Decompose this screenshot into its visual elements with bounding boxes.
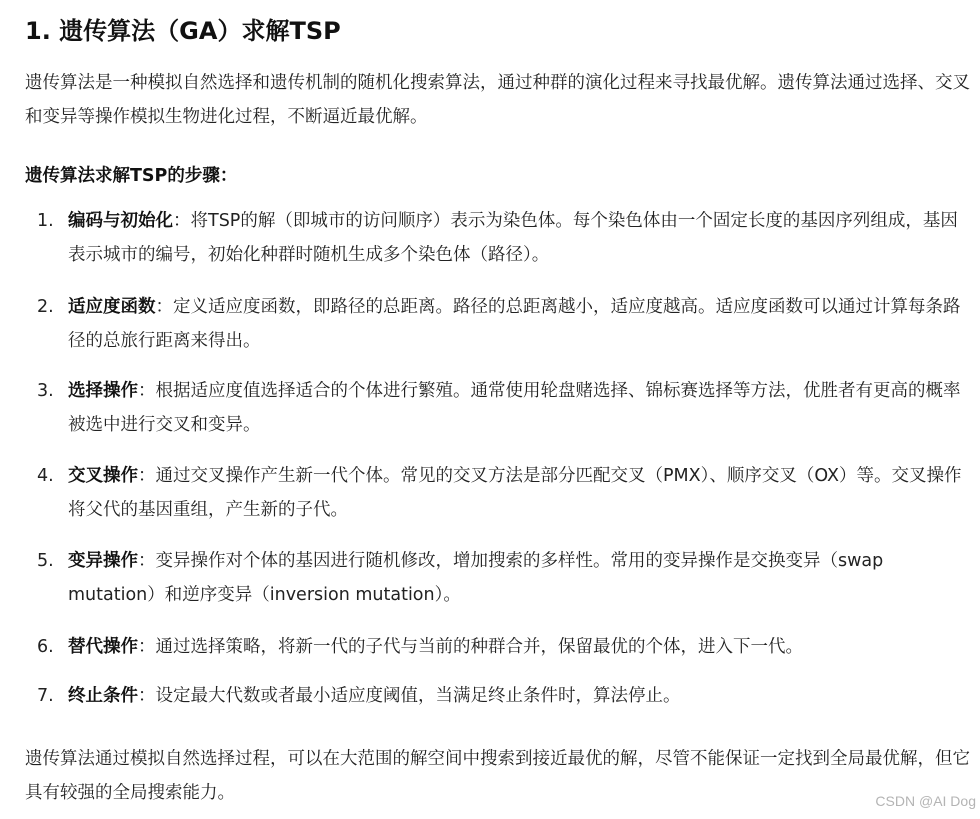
summary-paragraph: 遗传算法通过模拟自然选择过程，可以在大范围的解空间中搜索到接近最优的解，尽管不能保证一定找到全局最优解，但它具有较强的全局搜索能力。 [25, 749, 970, 803]
step-text: ：根据适应度值选择适合的个体进行繁殖。通常使用轮盘赌选择、锦标赛选择等方法，优胜者有更高的概率被选中进行交叉和变异。 [68, 381, 961, 435]
step-text: ：变异操作对个体的基因进行随机修改，增加搜索的多样性。常用的变异操作是交换变异（swap mutation）和逆序变异（inversion mutation）。 [68, 551, 884, 605]
watermark: CSDN @AI Dog [875, 793, 976, 809]
step-body [68, 679, 968, 713]
step-text: ：通过选择策略，将新一代的子代与当前的种群合并，保留最优的个体，进入下一代。 [138, 637, 803, 657]
step-body [68, 630, 968, 664]
step-number: 3. [37, 381, 54, 401]
step-term: 替代操作 [68, 637, 138, 657]
step-term: 交叉操作 [68, 466, 138, 486]
step-body [68, 204, 968, 272]
step-term: 编码与初始化 [68, 211, 173, 231]
step-text: ：通过交叉操作产生新一代个体。常见的交叉方法是部分匹配交叉（PMX）、顺序交叉（OX）等。交叉操作将父代的基因重组，产生新的子代。 [68, 466, 962, 520]
step-term: 选择操作 [68, 381, 138, 401]
step-number: 4. [37, 466, 54, 486]
step-body [68, 290, 968, 358]
step-text: ：定义适应度函数，即路径的总距离。路径的总距离越小，适应度越高。适应度函数可以通过计算每条路径的总旅行距离来得出。 [68, 297, 961, 351]
step-number: 7. [37, 686, 54, 706]
step-body [68, 374, 968, 442]
step-text: ：设定最大代数或者最小适应度阈值，当满足终止条件时，算法停止。 [138, 686, 681, 706]
step-number: 1. [37, 211, 54, 231]
step-number: 5. [37, 551, 54, 571]
step-number: 2. [37, 297, 54, 317]
step-term: 适应度函数 [68, 297, 156, 317]
intro-paragraph: 遗传算法是一种模拟自然选择和遗传机制的随机化搜索算法，通过种群的演化过程来寻找最优解。遗传算法通过选择、交叉和变异等操作模拟生物进化过程，不断逼近最优解。 [25, 73, 970, 127]
step-term: 终止条件 [68, 686, 138, 706]
step-term: 变异操作 [68, 551, 138, 571]
section-heading: 1. 遗传算法（GA）求解TSP [25, 17, 341, 45]
step-body [68, 459, 968, 527]
step-number: 6. [37, 637, 54, 657]
step-text: ：将TSP的解（即城市的访问顺序）表示为染色体。每个染色体由一个固定长度的基因序列组成，基因表示城市的编号，初始化种群时随机生成多个染色体（路径）。 [68, 211, 958, 265]
steps-title: 遗传算法求解TSP的步骤： [25, 166, 238, 186]
step-body [68, 544, 968, 612]
